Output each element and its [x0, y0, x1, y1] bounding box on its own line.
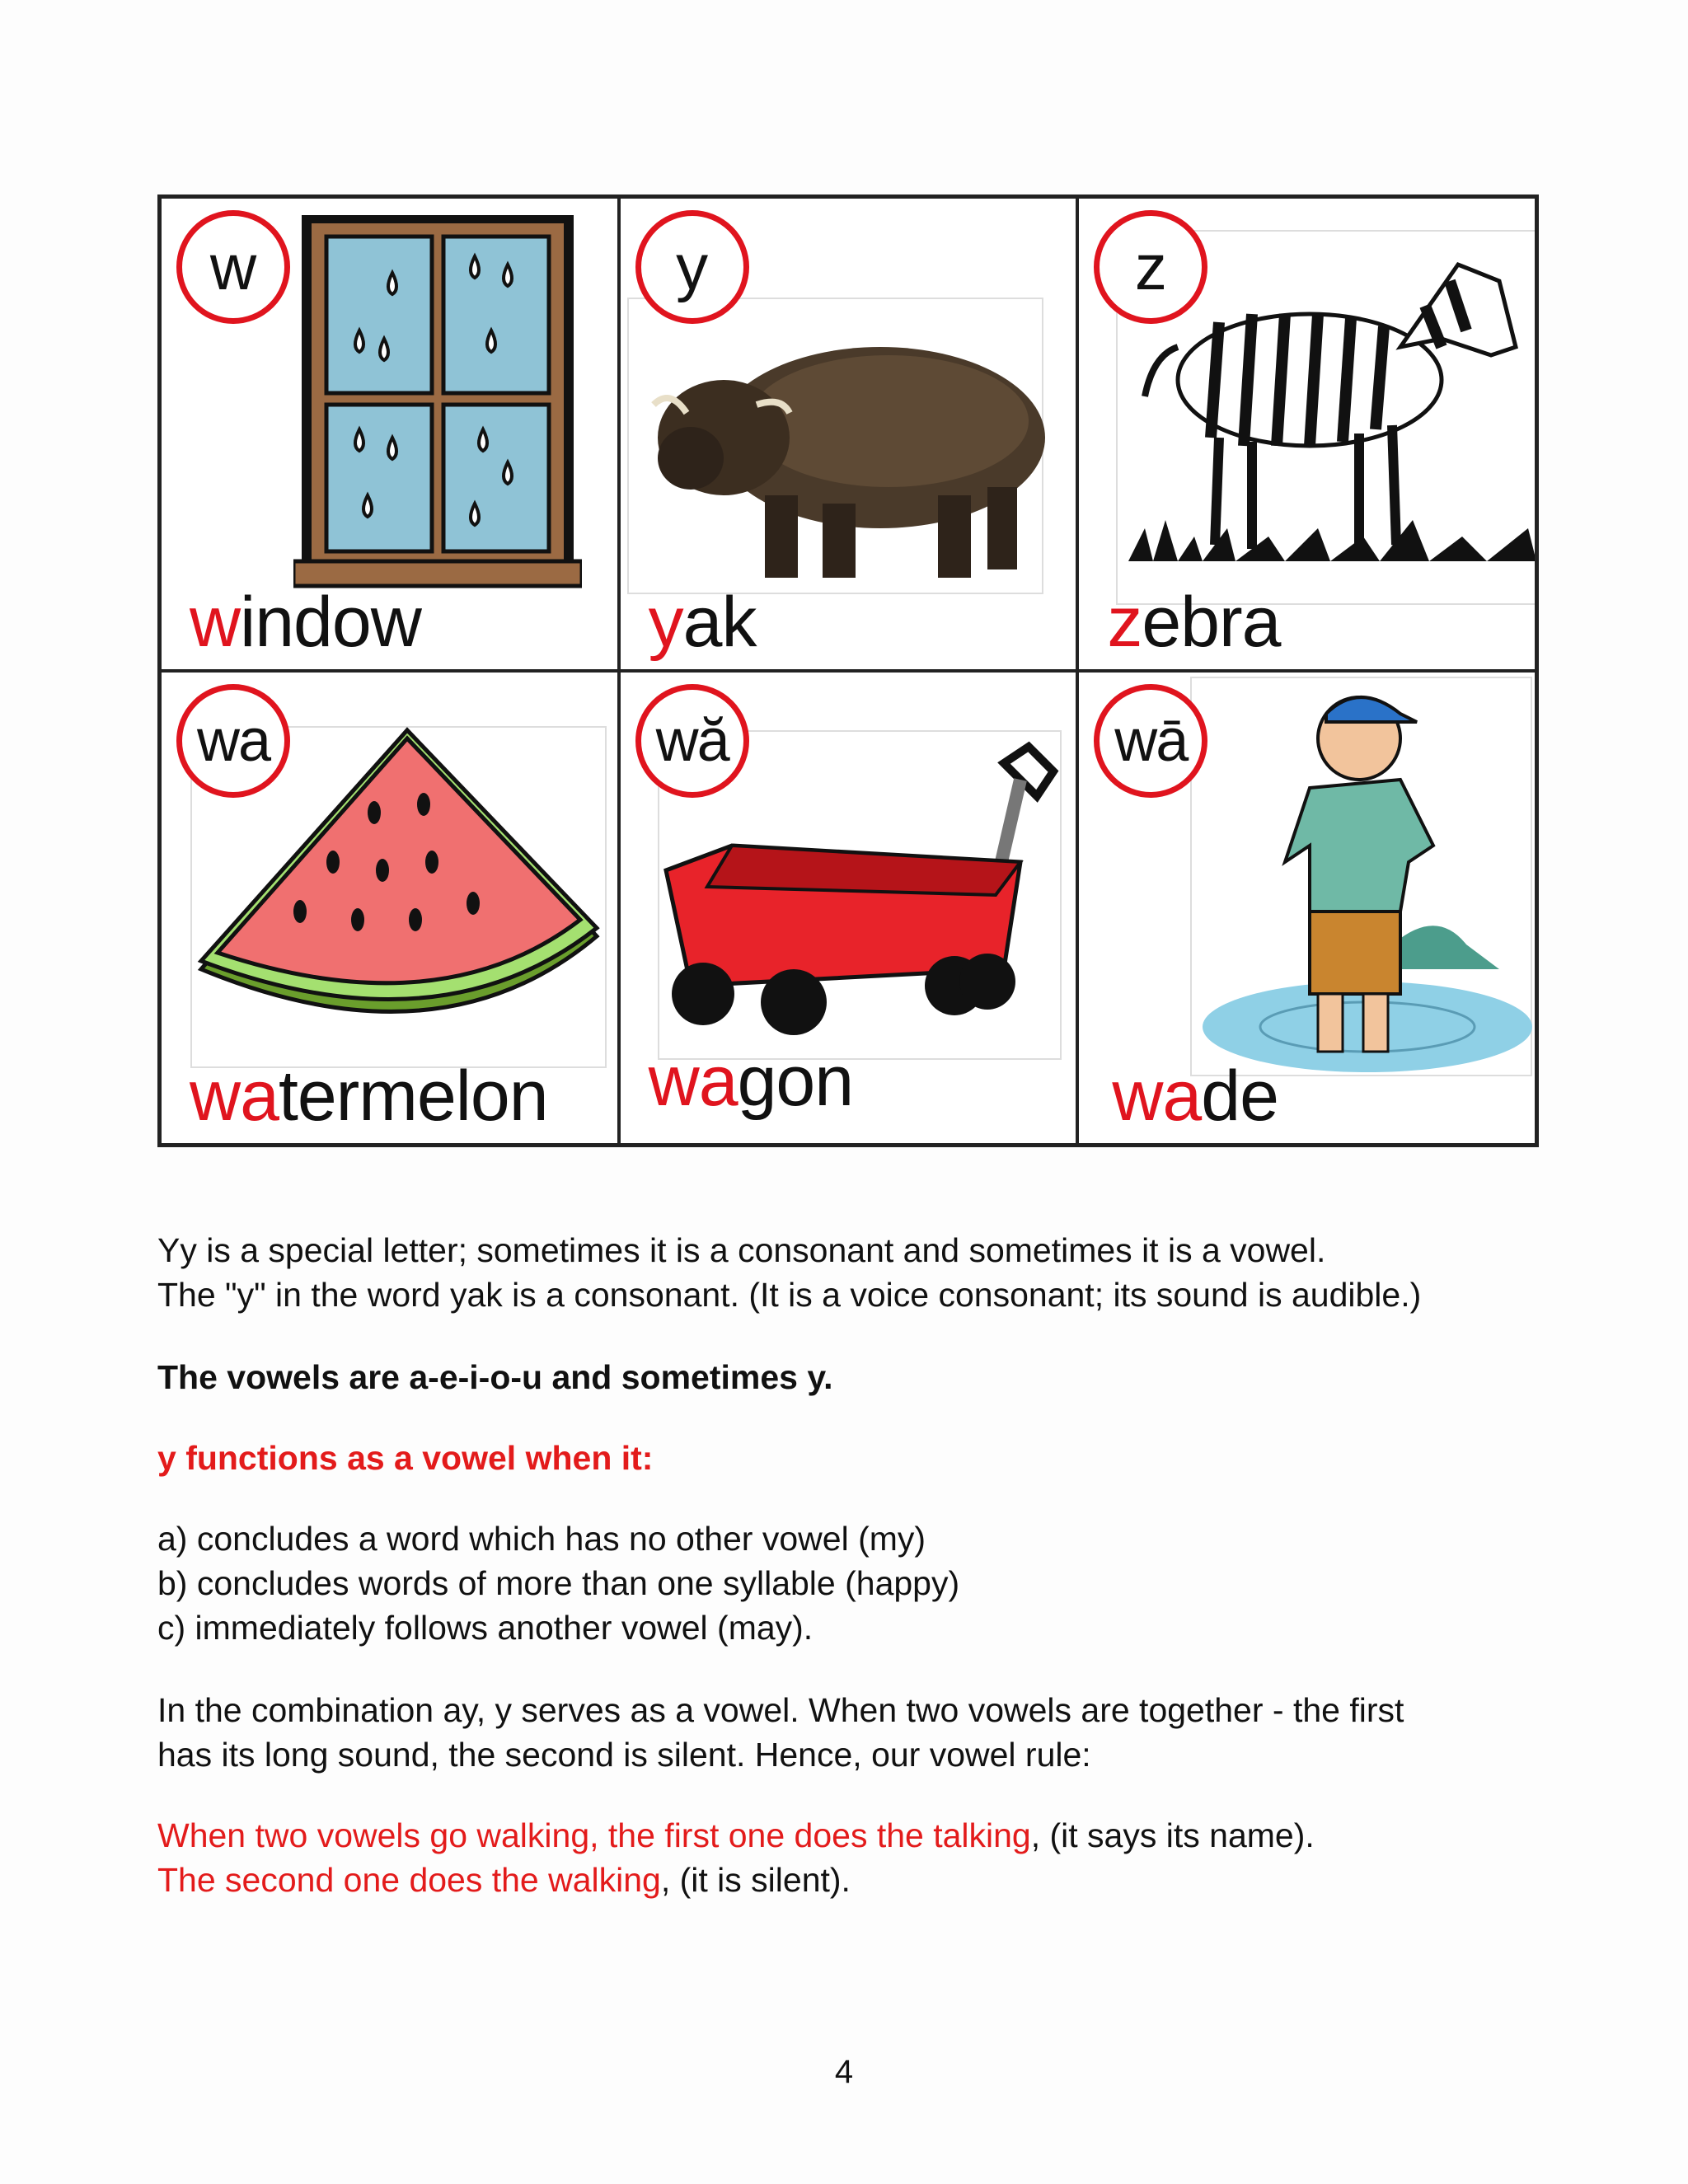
word-label: yak — [648, 583, 757, 662]
vowels-statement: The vowels are a-e-i-o-u and sometimes y. — [157, 1358, 833, 1396]
letter-badge: y — [635, 210, 749, 324]
letter-badge: z — [1094, 210, 1207, 324]
functions-heading: y functions as a vowel when it: — [157, 1439, 654, 1477]
word-label: wade — [1112, 1057, 1278, 1136]
card-watermelon — [160, 671, 619, 1145]
window-image — [293, 207, 582, 594]
boy-wading-image — [1194, 681, 1532, 1076]
letter-badge: wā — [1094, 684, 1207, 798]
word-label: zebra — [1107, 583, 1281, 662]
card-zebra — [1077, 197, 1536, 671]
yak-image — [633, 314, 1045, 586]
word-label: watermelon — [190, 1057, 548, 1136]
card-yak — [619, 197, 1078, 671]
card-wagon — [619, 671, 1078, 1145]
letter-badge: w — [176, 210, 290, 324]
vowel-rule: When two vowels go walking, the first one does the talking, (it says its name). The second one does the walking, (it is silent). — [157, 1816, 1315, 1899]
card-window — [160, 197, 619, 671]
intro-paragraph: Yy is a special letter; sometimes it is a consonant and sometimes it is a vowel. The "y" in the word yak is a consonant. (It is a voice consonant; its sound is audible.) — [157, 1231, 1422, 1314]
word-label: window — [190, 583, 421, 662]
card-wade — [1077, 671, 1536, 1145]
function-list — [157, 1516, 1559, 1650]
list-item: b) concludes words of more than one syllable (happy) — [157, 1564, 960, 1602]
letter-badge: wa — [176, 684, 290, 798]
picture-grid — [157, 194, 1539, 1147]
letter-badge: wă — [635, 684, 749, 798]
page-number: 4 — [834, 2054, 854, 2090]
combination-paragraph: In the combination ay, y serves as a vowel. When two vowels are together - the first has its long sound, the second is silent. Hence, our vowel rule: — [157, 1691, 1404, 1774]
list-item: c) immediately follows another vowel (may). — [157, 1609, 814, 1647]
word-label: wagon — [648, 1042, 854, 1121]
list-item: a) concludes a word which has no other vowel (my) — [157, 1520, 926, 1558]
